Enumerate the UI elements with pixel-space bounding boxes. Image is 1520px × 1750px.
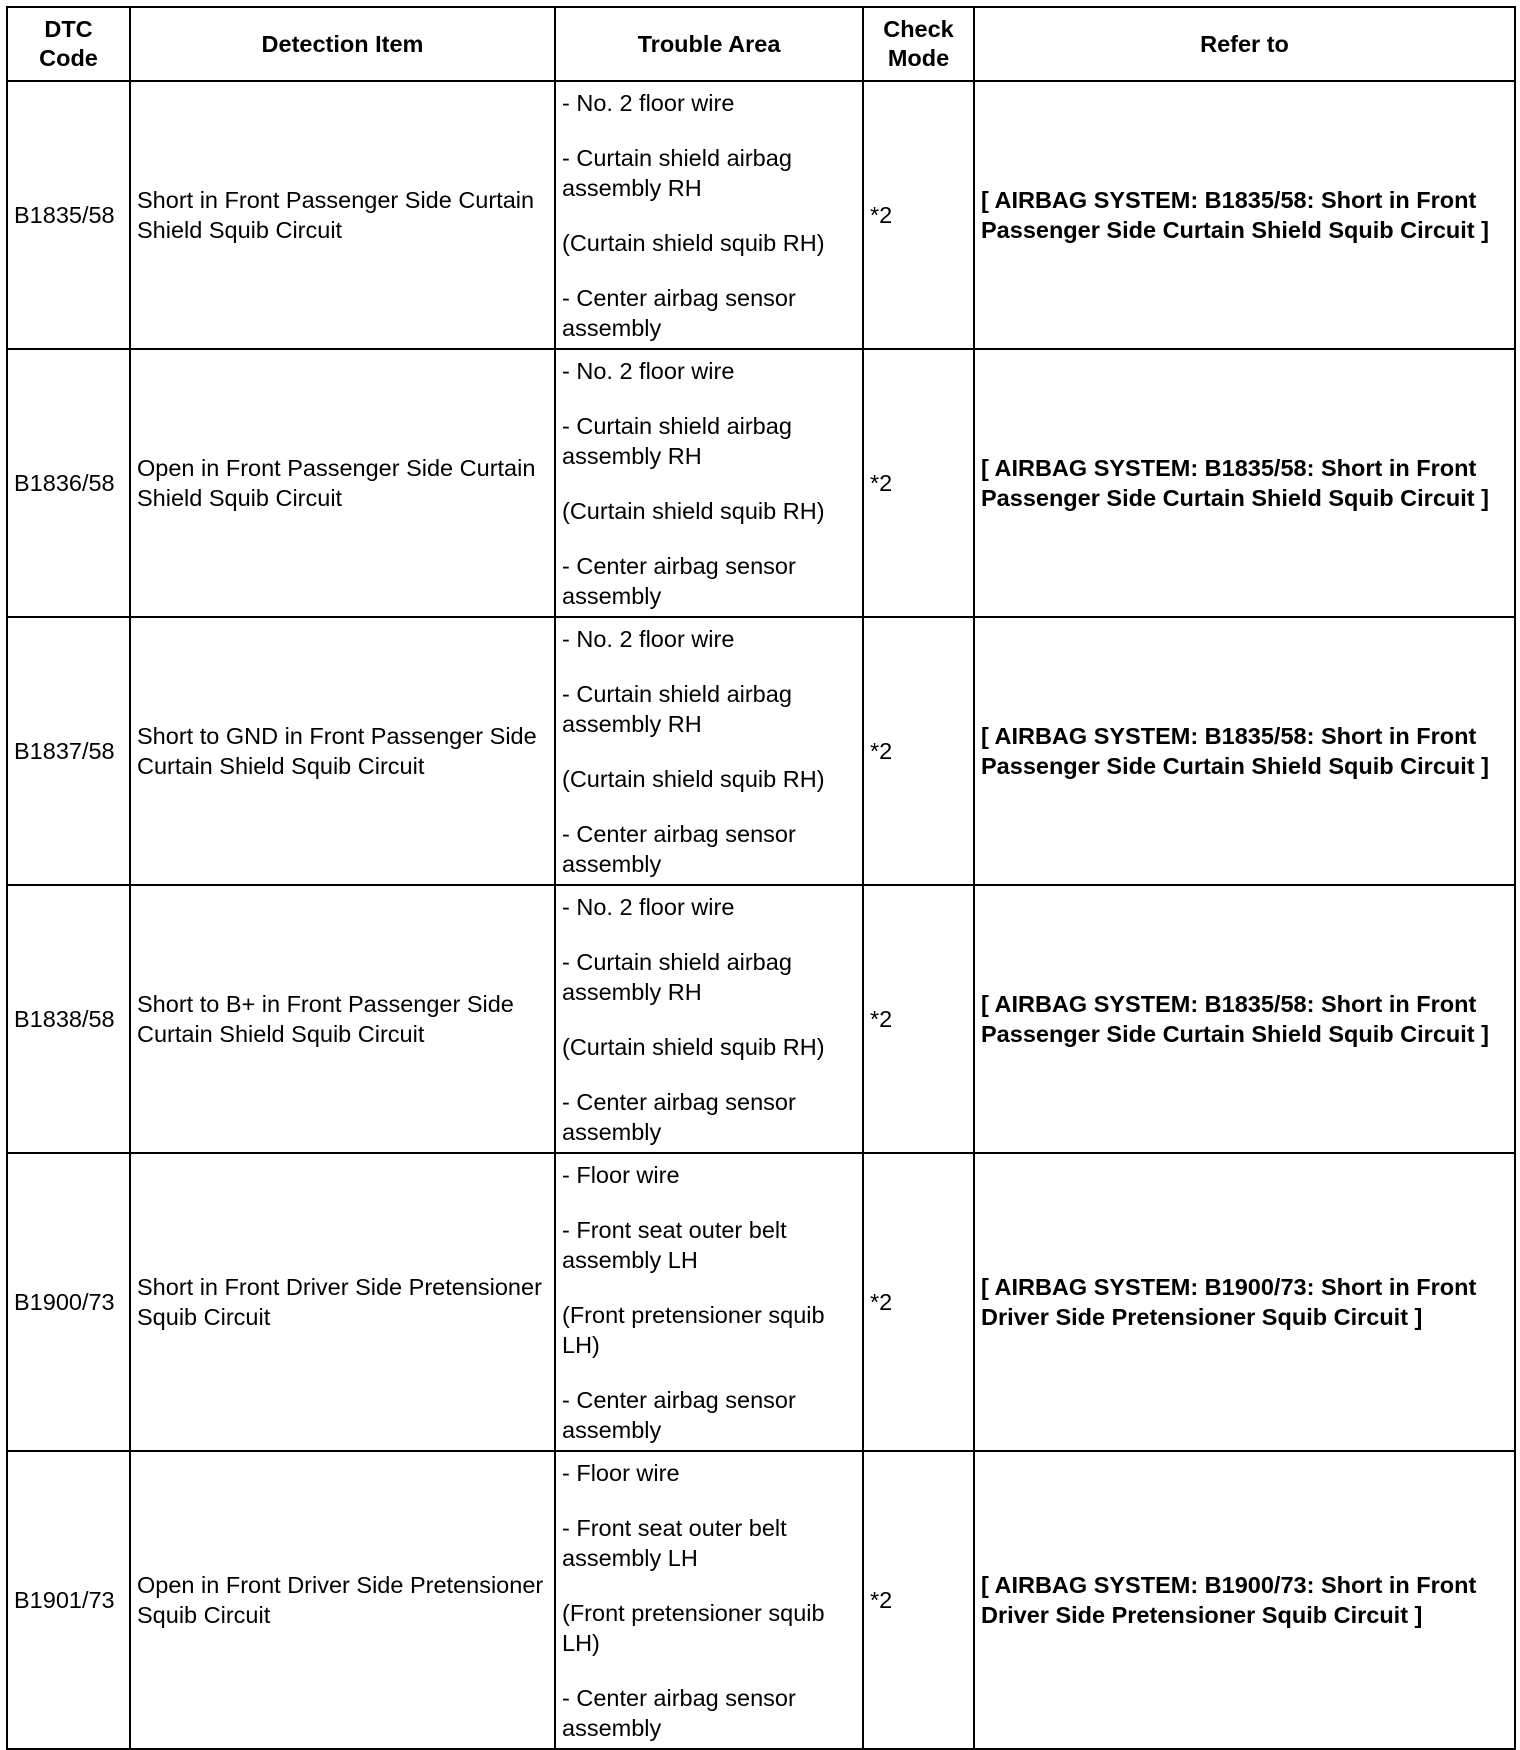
trouble-area-item: - Curtain shield airbag assembly RH	[562, 144, 792, 201]
dtc-table	[6, 6, 1516, 1750]
dtc-code-cell: B1837/58	[7, 617, 130, 885]
trouble-area-item: - Center airbag sensor assembly	[562, 820, 796, 877]
dtc-code-cell: B1836/58	[7, 349, 130, 617]
trouble-area-cell	[555, 617, 863, 885]
trouble-area-cell	[555, 349, 863, 617]
detection-item-cell: Short to B+ in Front Passenger Side Curtain Shield Squib Circuit	[130, 885, 555, 1153]
check-mode-cell: *2	[863, 1153, 974, 1451]
trouble-area-item: - No. 2 floor wire	[562, 893, 735, 920]
trouble-area-item: - Front seat outer belt assembly LH	[562, 1514, 787, 1571]
trouble-area-item: (Curtain shield squib RH)	[562, 1033, 825, 1060]
detection-item-cell: Open in Front Passenger Side Curtain Shield Squib Circuit	[130, 349, 555, 617]
table-row	[7, 349, 1515, 617]
refer-to-link[interactable]: [ AIRBAG SYSTEM: B1835/58: Short in Front Passenger Side Curtain Shield Squib Circuit ]	[974, 885, 1515, 1153]
trouble-area-item: - Curtain shield airbag assembly RH	[562, 948, 792, 1005]
table-header-row	[7, 7, 1515, 81]
trouble-area-cell	[555, 1451, 863, 1749]
trouble-area-item: - No. 2 floor wire	[562, 357, 735, 384]
table-row	[7, 617, 1515, 885]
table-row	[7, 885, 1515, 1153]
trouble-area-item: - Center airbag sensor assembly	[562, 1088, 796, 1145]
dtc-code-cell: B1900/73	[7, 1153, 130, 1451]
table-row	[7, 81, 1515, 349]
header-dtc-code: DTC Code	[7, 7, 130, 81]
trouble-area-cell	[555, 885, 863, 1153]
header-refer-to: Refer to	[974, 7, 1515, 81]
trouble-area-item: (Front pretensioner squib LH)	[562, 1301, 825, 1358]
trouble-area-item: - Floor wire	[562, 1459, 680, 1486]
refer-to-link[interactable]: [ AIRBAG SYSTEM: B1835/58: Short in Front Passenger Side Curtain Shield Squib Circuit ]	[974, 617, 1515, 885]
trouble-area-item: - Curtain shield airbag assembly RH	[562, 412, 792, 469]
trouble-area-item: (Curtain shield squib RH)	[562, 497, 825, 524]
detection-item-cell: Short to GND in Front Passenger Side Curtain Shield Squib Circuit	[130, 617, 555, 885]
trouble-area-item: - Front seat outer belt assembly LH	[562, 1216, 787, 1273]
dtc-code-cell: B1838/58	[7, 885, 130, 1153]
detection-item-cell: Short in Front Passenger Side Curtain Shield Squib Circuit	[130, 81, 555, 349]
trouble-area-item: (Curtain shield squib RH)	[562, 765, 825, 792]
refer-to-link[interactable]: [ AIRBAG SYSTEM: B1900/73: Short in Front Driver Side Pretensioner Squib Circuit ]	[974, 1451, 1515, 1749]
refer-to-link[interactable]: [ AIRBAG SYSTEM: B1835/58: Short in Front Passenger Side Curtain Shield Squib Circuit ]	[974, 349, 1515, 617]
dtc-code-cell: B1835/58	[7, 81, 130, 349]
trouble-area-item: - Center airbag sensor assembly	[562, 1386, 796, 1443]
refer-to-link[interactable]: [ AIRBAG SYSTEM: B1900/73: Short in Front Driver Side Pretensioner Squib Circuit ]	[974, 1153, 1515, 1451]
detection-item-cell: Short in Front Driver Side Pretensioner Squib Circuit	[130, 1153, 555, 1451]
check-mode-cell: *2	[863, 1451, 974, 1749]
trouble-area-item: (Curtain shield squib RH)	[562, 229, 825, 256]
trouble-area-item: - Floor wire	[562, 1161, 680, 1188]
header-detection-item: Detection Item	[130, 7, 555, 81]
check-mode-cell: *2	[863, 81, 974, 349]
detection-item-cell: Open in Front Driver Side Pretensioner Squib Circuit	[130, 1451, 555, 1749]
trouble-area-item: - No. 2 floor wire	[562, 625, 735, 652]
dtc-code-cell: B1901/73	[7, 1451, 130, 1749]
trouble-area-item: - Center airbag sensor assembly	[562, 552, 796, 609]
check-mode-cell: *2	[863, 885, 974, 1153]
check-mode-cell: *2	[863, 617, 974, 885]
trouble-area-cell	[555, 1153, 863, 1451]
trouble-area-item: (Front pretensioner squib LH)	[562, 1599, 825, 1656]
trouble-area-cell	[555, 81, 863, 349]
trouble-area-item: - Curtain shield airbag assembly RH	[562, 680, 792, 737]
table-row	[7, 1451, 1515, 1749]
check-mode-cell: *2	[863, 349, 974, 617]
trouble-area-item: - No. 2 floor wire	[562, 89, 735, 116]
trouble-area-item: - Center airbag sensor assembly	[562, 284, 796, 341]
header-trouble-area: Trouble Area	[555, 7, 863, 81]
header-check-mode: Check Mode	[863, 7, 974, 81]
trouble-area-item: - Center airbag sensor assembly	[562, 1684, 796, 1741]
refer-to-link[interactable]: [ AIRBAG SYSTEM: B1835/58: Short in Front Passenger Side Curtain Shield Squib Circuit ]	[974, 81, 1515, 349]
table-row	[7, 1153, 1515, 1451]
